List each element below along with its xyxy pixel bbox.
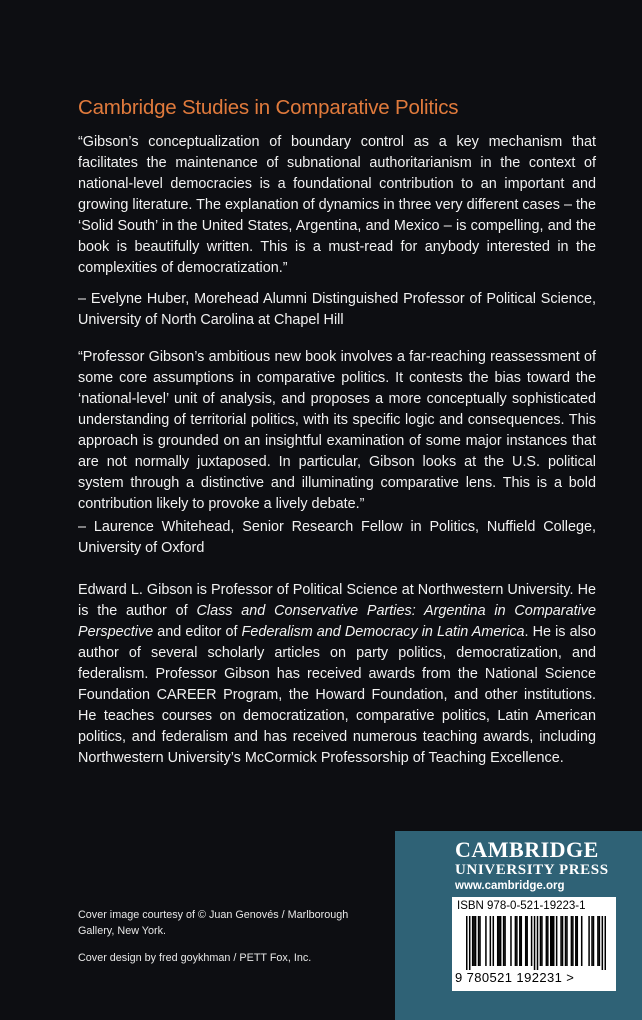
bio-text: and editor of [153, 624, 242, 640]
barcode-bar [525, 916, 527, 966]
barcode-bar [540, 916, 542, 966]
barcode-bar [531, 916, 533, 966]
barcode-bar [602, 916, 604, 970]
barcode-bar [551, 916, 553, 966]
barcode-digits: 9 780521 192231 > [455, 970, 575, 985]
barcode-bar [526, 916, 528, 966]
barcode-bar [541, 916, 543, 966]
quote-huber [78, 132, 596, 279]
barcode-bar [560, 916, 562, 966]
attribution-text: – Laurence Whitehead, Senior Research Fellow in Politics, Nuffield College, University of Oxford [78, 519, 596, 556]
isbn-label: ISBN 978-0-521-19223-1 [457, 900, 586, 912]
barcode-bar [503, 916, 505, 966]
barcode-bar [515, 916, 517, 966]
cover-image-credit: Cover image courtesy of © Juan Genovés / Marlborough Gallery, New York. [78, 909, 349, 937]
publisher-press: UNIVERSITY PRESS [455, 862, 609, 878]
barcode-bar [581, 916, 583, 966]
attribution-text: – Evelyne Huber, Morehead Alumni Distinguished Professor of Political Science, University of North Carolina at Chapel Hill [78, 291, 596, 328]
barcode-bar [519, 916, 521, 966]
barcode-bar [500, 916, 502, 966]
quote-text: “Professor Gibson’s ambitious new book involves a far-reaching reassessment of some core assumptions in comparative politics. It contests the bias toward the ‘national-level’ unit of analysis, and proposes a more conceptually sophisticated understanding of territorial politics, with its specific logic and consequences. This approach is grounded on an insightful examination of some major instances that are not normally juxtaposed. In particular, Gibson looks at the U.S. political system through a distinctive and illuminating comparative lens. This is a bold contribution likely to provoke a lively debate.” [78, 349, 596, 512]
quote-whitehead [78, 347, 596, 515]
barcode-bar [556, 916, 558, 966]
book-title: Class and Conservative Parties: Argentina in Comparative Perspective [78, 603, 596, 640]
barcode-bar [472, 916, 474, 966]
barcode-bar [497, 916, 499, 966]
publisher-name: CAMBRIDGE [455, 837, 599, 862]
book-title: Federalism and Democracy in Latin America [241, 624, 525, 640]
barcode-bar [479, 916, 481, 966]
barcode-bar [534, 916, 536, 970]
barcode-bar [504, 916, 506, 966]
barcode-bar [473, 916, 475, 966]
barcode-bar [498, 916, 500, 966]
barcode-bar [588, 916, 590, 966]
bio-text: Edward L. Gibson is Professor of Political Science at Northwestern University. He is the author of [78, 582, 596, 619]
quote-attribution-huber [78, 289, 596, 331]
barcode-bar [575, 916, 577, 966]
barcode-bar [490, 916, 492, 966]
barcode-bar [537, 916, 539, 970]
barcode-bar [546, 916, 548, 966]
barcode-bar [565, 916, 567, 966]
barcode-bar [493, 916, 495, 966]
barcode-bar [475, 916, 477, 966]
barcode-bar [599, 916, 601, 966]
quote-text: “Gibson’s conceptualization of boundary control as a key mechanism that facilitates the maintenance of subnational authoritarianism in the context of national-level democracies is a foundational contribution to an important and growing literature. The explanation of dynamics in three very different cases – the ‘Solid South’ in the United States, Argentina, and Mexico – is compelling, and the book is beautifully written. This is a must-read for anybody interested in the complexities of democratization.” [78, 134, 596, 276]
barcode-bar [572, 916, 574, 966]
barcode-bar [566, 916, 568, 966]
barcode-graphic [466, 916, 606, 970]
barcode-bar [478, 916, 480, 966]
publisher-url: www.cambridge.org [455, 880, 565, 892]
barcode-bar [469, 916, 471, 970]
barcode-bar [553, 916, 555, 966]
barcode-bar [466, 916, 468, 970]
barcode-bar [571, 916, 573, 966]
barcode-bar [597, 916, 599, 966]
series-title: Cambridge Studies in Comparative Politics [78, 96, 459, 119]
barcode-bar [521, 916, 523, 966]
barcode-bar [593, 916, 595, 966]
author-bio [78, 580, 596, 769]
barcode-bar [562, 916, 564, 966]
barcode-bar [577, 916, 579, 966]
cover-design-credit: Cover design by fred goykhman / PETT Fox, Inc. [78, 952, 312, 964]
bio-text: . He is also author of several scholarly articles on party politics, democratization, and federalism. Professor Gibson has received awards from the National Science Foundation CAREER Program, the Howard Foundation, and other institutions. He teaches courses on democratization, comparative politics, Latin American politics, and federalism and has received numerous teaching awards, including Northwestern University’s McCormick Professorship of Teaching Excellence. [78, 624, 596, 766]
barcode-bar [550, 916, 552, 966]
barcode-bar [591, 916, 593, 966]
barcode-bar [510, 916, 512, 966]
quote-attribution-whitehead [78, 517, 596, 559]
barcode-bar [547, 916, 549, 966]
barcode-bar [516, 916, 518, 966]
barcode-bar [605, 916, 606, 970]
barcode-bar [485, 916, 487, 966]
